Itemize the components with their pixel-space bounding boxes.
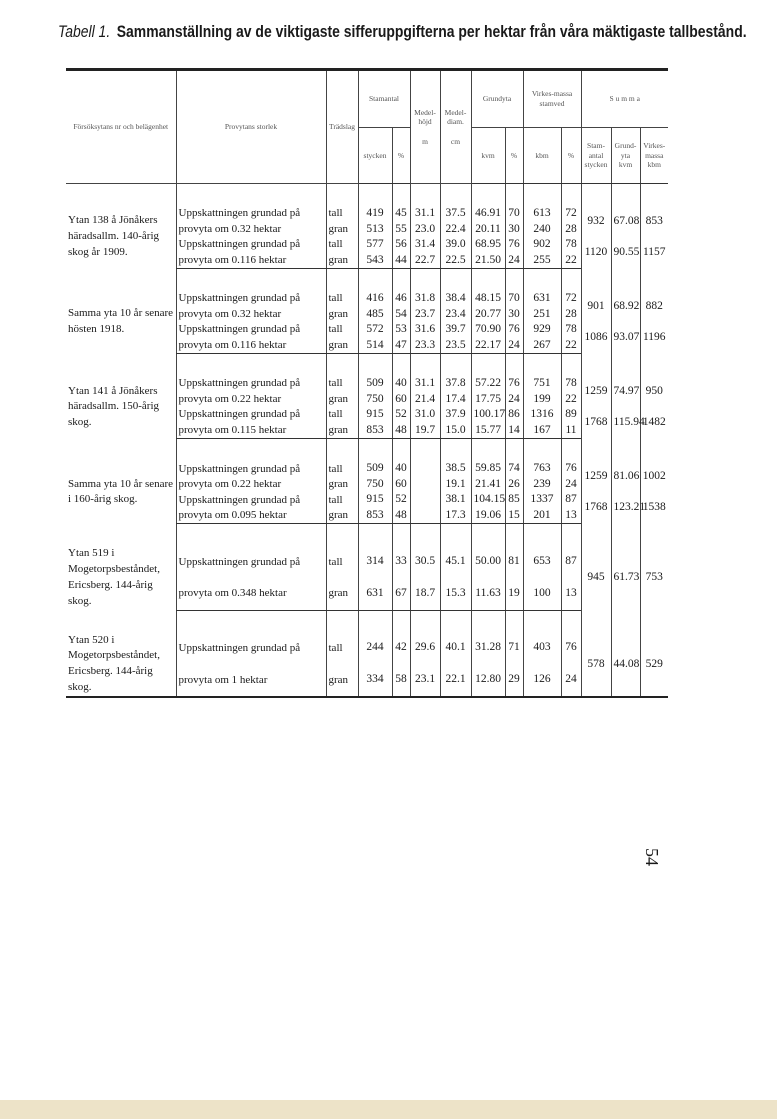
volume-percent-cell: 11 — [561, 423, 581, 439]
basal-percent-cell: 81 — [505, 546, 523, 577]
header-volume-unit: kbm — [523, 128, 561, 184]
method-cell: Uppskattningen grundad på — [176, 322, 326, 338]
volume-cell: 100 — [523, 578, 561, 610]
height-cell — [410, 477, 440, 493]
method-cell: Uppskattningen grundad på — [176, 376, 326, 392]
stems-cell: 543 — [358, 253, 392, 269]
basal-cell: 15.77 — [471, 423, 505, 439]
volume-percent-cell: 24 — [561, 477, 581, 493]
method-cell: provyta om 0.115 hektar — [176, 423, 326, 439]
method-cell: provyta om 0.116 hektar — [176, 253, 326, 269]
volume-cell: 763 — [523, 461, 561, 477]
sum-volume-cell: 882 — [640, 291, 668, 322]
volume-cell: 403 — [523, 633, 561, 664]
location-cell: Ytan 519 i Mogetorpsbeståndet, Ericsberg. 144-årig skog. — [68, 547, 160, 608]
header-volume-percent: % — [561, 128, 581, 184]
table-row — [66, 633, 668, 664]
volume-percent-cell: 13 — [561, 578, 581, 610]
diameter-cell: 37.9 — [440, 407, 471, 423]
basal-cell: 20.77 — [471, 307, 505, 323]
sum-stems-cell: 578 — [581, 633, 611, 698]
volume-percent-cell: 13 — [561, 508, 581, 524]
sum-volume-cell: 1157 — [640, 237, 668, 269]
species-cell: gran — [326, 392, 358, 408]
page-number: 54 — [642, 848, 662, 866]
stems-cell: 750 — [358, 477, 392, 493]
volume-cell: 653 — [523, 546, 561, 577]
diameter-cell: 19.1 — [440, 477, 471, 493]
species-cell: gran — [326, 222, 358, 238]
basal-cell: 19.06 — [471, 508, 505, 524]
basal-cell: 46.91 — [471, 206, 505, 222]
method-cell: Uppskattningen grundad på — [176, 237, 326, 253]
sum-stems-cell: 1086 — [581, 322, 611, 354]
table-row — [66, 291, 668, 307]
height-cell: 31.0 — [410, 407, 440, 423]
sum-basal-cell: 81.06 — [611, 461, 640, 492]
header-basal-percent: % — [505, 128, 523, 184]
volume-percent-cell: 89 — [561, 407, 581, 423]
method-cell: provyta om 0.32 hektar — [176, 222, 326, 238]
volume-percent-cell: 72 — [561, 291, 581, 307]
table-row — [66, 206, 668, 222]
species-cell: gran — [326, 423, 358, 439]
basal-cell: 59.85 — [471, 461, 505, 477]
species-cell: tall — [326, 376, 358, 392]
stems-percent-cell: 48 — [392, 423, 410, 439]
header-sum-stems: Stam-antal stycken — [581, 128, 611, 184]
stems-percent-cell: 44 — [392, 253, 410, 269]
diameter-cell: 39.0 — [440, 237, 471, 253]
location-cell: Ytan 138 å Jönåkers häradsallm. 140-årig skog år 1909. — [68, 214, 160, 259]
volume-cell: 631 — [523, 291, 561, 307]
method-cell: Uppskattningen grundad på — [176, 291, 326, 307]
header-species: Trädslag — [326, 70, 358, 184]
volume-percent-cell: 28 — [561, 222, 581, 238]
diameter-cell: 45.1 — [440, 546, 471, 577]
basal-percent-cell: 71 — [505, 633, 523, 664]
volume-cell: 267 — [523, 338, 561, 354]
volume-cell: 1337 — [523, 492, 561, 508]
header-sum-volume: Virkes-massa kbm — [640, 128, 668, 184]
sum-volume-cell: 529 — [640, 633, 668, 698]
table-body — [66, 184, 668, 698]
sum-volume-cell: 1482 — [640, 407, 668, 439]
basal-percent-cell: 14 — [505, 423, 523, 439]
species-cell: tall — [326, 322, 358, 338]
diameter-cell: 17.4 — [440, 392, 471, 408]
sum-stems-cell: 932 — [581, 206, 611, 237]
basal-cell: 50.00 — [471, 546, 505, 577]
method-cell: provyta om 0.348 hektar — [176, 578, 326, 610]
basal-percent-cell: 86 — [505, 407, 523, 423]
height-cell — [410, 492, 440, 508]
sum-basal-cell: 67.08 — [611, 206, 640, 237]
location-cell: Samma yta 10 år senare hösten 1918. — [68, 307, 174, 336]
header-stems: stycken — [358, 128, 392, 184]
height-cell: 18.7 — [410, 578, 440, 610]
height-cell: 22.7 — [410, 253, 440, 269]
stems-cell: 513 — [358, 222, 392, 238]
stems-cell: 514 — [358, 338, 392, 354]
stems-percent-cell: 40 — [392, 461, 410, 477]
species-cell: tall — [326, 291, 358, 307]
stems-percent-cell: 60 — [392, 477, 410, 493]
volume-percent-cell: 28 — [561, 307, 581, 323]
species-cell: tall — [326, 206, 358, 222]
diameter-cell: 38.1 — [440, 492, 471, 508]
stems-percent-cell: 45 — [392, 206, 410, 222]
sum-stems-cell: 901 — [581, 291, 611, 322]
height-cell: 31.1 — [410, 376, 440, 392]
method-cell: Uppskattningen grundad på — [176, 407, 326, 423]
sum-basal-cell: 123.21 — [611, 492, 640, 524]
basal-percent-cell: 85 — [505, 492, 523, 508]
location-cell: Ytan 141 å Jönåkers häradsallm. 150-årig skog. — [68, 384, 160, 429]
table-title: Sammanställning av de viktigaste sifferuppgifterna per hektar från våra mäktigaste tallbestånd. — [116, 22, 747, 41]
stems-percent-cell: 42 — [392, 633, 410, 664]
volume-cell: 167 — [523, 423, 561, 439]
stems-percent-cell: 54 — [392, 307, 410, 323]
volume-cell: 199 — [523, 392, 561, 408]
stems-cell: 631 — [358, 578, 392, 610]
sum-volume-cell: 1196 — [640, 322, 668, 354]
species-cell: gran — [326, 664, 358, 697]
volume-cell: 255 — [523, 253, 561, 269]
sum-stems-cell: 1768 — [581, 407, 611, 439]
stems-percent-cell: 52 — [392, 407, 410, 423]
header-mean-diameter: Medel-diam. cm — [440, 70, 471, 184]
diameter-cell: 40.1 — [440, 633, 471, 664]
volume-cell: 251 — [523, 307, 561, 323]
height-cell: 31.1 — [410, 206, 440, 222]
basal-cell: 17.75 — [471, 392, 505, 408]
scan-edge — [0, 1100, 777, 1119]
basal-cell: 31.28 — [471, 633, 505, 664]
stems-percent-cell: 60 — [392, 392, 410, 408]
location-cell: Samma yta 10 år senare i 160-årig skog. — [68, 477, 174, 506]
basal-cell: 48.15 — [471, 291, 505, 307]
basal-cell: 68.95 — [471, 237, 505, 253]
volume-percent-cell: 72 — [561, 206, 581, 222]
sum-volume-cell: 1002 — [640, 461, 668, 492]
basal-cell: 57.22 — [471, 376, 505, 392]
basal-cell: 12.80 — [471, 664, 505, 697]
header-stems-percent: % — [392, 128, 410, 184]
stems-percent-cell: 40 — [392, 376, 410, 392]
diameter-cell: 22.4 — [440, 222, 471, 238]
sum-stems-cell: 1768 — [581, 492, 611, 524]
species-cell: gran — [326, 338, 358, 354]
height-cell: 31.6 — [410, 322, 440, 338]
height-cell — [410, 508, 440, 524]
method-cell: Uppskattningen grundad på — [176, 633, 326, 664]
volume-percent-cell: 22 — [561, 392, 581, 408]
diameter-cell: 15.3 — [440, 578, 471, 610]
sum-basal-cell: 68.92 — [611, 291, 640, 322]
volume-cell: 239 — [523, 477, 561, 493]
basal-cell: 70.90 — [471, 322, 505, 338]
species-cell: gran — [326, 477, 358, 493]
stems-percent-cell: 55 — [392, 222, 410, 238]
sum-basal-cell: 90.55 — [611, 237, 640, 269]
sum-basal-cell: 93.07 — [611, 322, 640, 354]
sum-volume-cell: 753 — [640, 546, 668, 610]
basal-cell: 11.63 — [471, 578, 505, 610]
volume-percent-cell: 78 — [561, 376, 581, 392]
sum-basal-cell: 44.08 — [611, 633, 640, 698]
volume-percent-cell: 78 — [561, 322, 581, 338]
stems-cell: 509 — [358, 376, 392, 392]
height-cell: 23.3 — [410, 338, 440, 354]
header-mean-height: Medel-höjd m — [410, 70, 440, 184]
volume-percent-cell: 78 — [561, 237, 581, 253]
basal-percent-cell: 76 — [505, 322, 523, 338]
basal-cell: 22.17 — [471, 338, 505, 354]
diameter-cell: 38.5 — [440, 461, 471, 477]
stems-percent-cell: 52 — [392, 492, 410, 508]
sum-volume-cell: 950 — [640, 376, 668, 407]
volume-cell: 751 — [523, 376, 561, 392]
stems-percent-cell: 67 — [392, 578, 410, 610]
stems-cell: 485 — [358, 307, 392, 323]
stems-cell: 572 — [358, 322, 392, 338]
method-cell: provyta om 0.22 hektar — [176, 392, 326, 408]
species-cell: gran — [326, 307, 358, 323]
volume-percent-cell: 24 — [561, 664, 581, 697]
stems-cell: 416 — [358, 291, 392, 307]
sum-volume-cell: 1538 — [640, 492, 668, 524]
species-cell: gran — [326, 508, 358, 524]
diameter-cell: 39.7 — [440, 322, 471, 338]
height-cell: 31.8 — [410, 291, 440, 307]
basal-cell: 100.17 — [471, 407, 505, 423]
stems-percent-cell: 58 — [392, 664, 410, 697]
stems-cell: 314 — [358, 546, 392, 577]
basal-percent-cell: 15 — [505, 508, 523, 524]
height-cell: 31.4 — [410, 237, 440, 253]
method-cell: provyta om 1 hektar — [176, 664, 326, 697]
sum-stems-cell: 1259 — [581, 461, 611, 492]
method-cell: Uppskattningen grundad på — [176, 206, 326, 222]
volume-cell: 126 — [523, 664, 561, 697]
header-summa: S u m m a — [581, 70, 668, 128]
table-row — [66, 461, 668, 477]
basal-percent-cell: 24 — [505, 338, 523, 354]
species-cell: gran — [326, 253, 358, 269]
method-cell: provyta om 0.116 hektar — [176, 338, 326, 354]
species-cell: tall — [326, 492, 358, 508]
volume-cell: 201 — [523, 508, 561, 524]
species-cell: tall — [326, 237, 358, 253]
species-cell: tall — [326, 633, 358, 664]
basal-percent-cell: 70 — [505, 291, 523, 307]
volume-percent-cell: 87 — [561, 492, 581, 508]
diameter-cell: 15.0 — [440, 423, 471, 439]
sum-basal-cell: 61.73 — [611, 546, 640, 610]
table-row — [66, 546, 668, 577]
species-cell: tall — [326, 546, 358, 577]
table-row — [66, 376, 668, 392]
stems-cell: 334 — [358, 664, 392, 697]
basal-percent-cell: 24 — [505, 253, 523, 269]
stems-percent-cell: 46 — [392, 291, 410, 307]
stems-cell: 915 — [358, 407, 392, 423]
header-sum-basal: Grund-yta kvm — [611, 128, 640, 184]
species-cell: tall — [326, 461, 358, 477]
method-cell: provyta om 0.32 hektar — [176, 307, 326, 323]
basal-cell: 21.50 — [471, 253, 505, 269]
stems-percent-cell: 47 — [392, 338, 410, 354]
data-table — [66, 68, 668, 698]
basal-percent-cell: 24 — [505, 392, 523, 408]
volume-percent-cell: 22 — [561, 253, 581, 269]
diameter-cell: 22.5 — [440, 253, 471, 269]
volume-percent-cell: 76 — [561, 633, 581, 664]
basal-percent-cell: 29 — [505, 664, 523, 697]
volume-cell: 1316 — [523, 407, 561, 423]
header-method: Provytans storlek — [176, 70, 326, 184]
basal-percent-cell: 26 — [505, 477, 523, 493]
basal-percent-cell: 30 — [505, 222, 523, 238]
volume-cell: 613 — [523, 206, 561, 222]
stems-percent-cell: 53 — [392, 322, 410, 338]
diameter-cell: 37.5 — [440, 206, 471, 222]
table-caption — [58, 22, 747, 42]
height-cell: 30.5 — [410, 546, 440, 577]
method-cell: Uppskattningen grundad på — [176, 492, 326, 508]
diameter-cell: 23.4 — [440, 307, 471, 323]
location-cell: Ytan 520 i Mogetorpsbeståndet, Ericsberg. 144-årig skog. — [68, 633, 160, 694]
stems-cell: 853 — [358, 423, 392, 439]
height-cell — [410, 461, 440, 477]
volume-cell: 929 — [523, 322, 561, 338]
stems-cell: 244 — [358, 633, 392, 664]
stems-percent-cell: 33 — [392, 546, 410, 577]
height-cell: 21.4 — [410, 392, 440, 408]
sum-volume-cell: 853 — [640, 206, 668, 237]
header-location: Försöksytans nr och belägenhet — [66, 70, 176, 184]
diameter-cell: 37.8 — [440, 376, 471, 392]
volume-cell: 902 — [523, 237, 561, 253]
method-cell: provyta om 0.095 hektar — [176, 508, 326, 524]
stems-percent-cell: 56 — [392, 237, 410, 253]
basal-cell: 104.15 — [471, 492, 505, 508]
basal-percent-cell: 76 — [505, 376, 523, 392]
header-volume: Virkes-massa stamved — [523, 70, 581, 128]
stems-percent-cell: 48 — [392, 508, 410, 524]
basal-percent-cell: 70 — [505, 206, 523, 222]
species-cell: tall — [326, 407, 358, 423]
height-cell: 29.6 — [410, 633, 440, 664]
diameter-cell: 23.5 — [440, 338, 471, 354]
header-basal-area: Grundyta — [471, 70, 523, 128]
species-cell: gran — [326, 578, 358, 610]
diameter-cell: 38.4 — [440, 291, 471, 307]
method-cell: Uppskattningen grundad på — [176, 546, 326, 577]
basal-percent-cell: 74 — [505, 461, 523, 477]
stems-cell: 750 — [358, 392, 392, 408]
header-basal-unit: kvm — [471, 128, 505, 184]
header-stem-count: Stamantal — [358, 70, 410, 128]
basal-cell: 20.11 — [471, 222, 505, 238]
height-cell: 23.1 — [410, 664, 440, 697]
diameter-cell: 17.3 — [440, 508, 471, 524]
basal-percent-cell: 19 — [505, 578, 523, 610]
basal-percent-cell: 76 — [505, 237, 523, 253]
height-cell: 19.7 — [410, 423, 440, 439]
sum-stems-cell: 1120 — [581, 237, 611, 269]
basal-cell: 21.41 — [471, 477, 505, 493]
height-cell: 23.0 — [410, 222, 440, 238]
stems-cell: 509 — [358, 461, 392, 477]
sum-basal-cell: 74.97 — [611, 376, 640, 407]
volume-cell: 240 — [523, 222, 561, 238]
diameter-cell: 22.1 — [440, 664, 471, 697]
basal-percent-cell: 30 — [505, 307, 523, 323]
method-cell: Uppskattningen grundad på — [176, 461, 326, 477]
table-label: Tabell 1. — [58, 22, 111, 41]
method-cell: provyta om 0.22 hektar — [176, 477, 326, 493]
stems-cell: 915 — [358, 492, 392, 508]
stems-cell: 419 — [358, 206, 392, 222]
stems-cell: 853 — [358, 508, 392, 524]
volume-percent-cell: 22 — [561, 338, 581, 354]
stems-cell: 577 — [358, 237, 392, 253]
height-cell: 23.7 — [410, 307, 440, 323]
sum-stems-cell: 1259 — [581, 376, 611, 407]
sum-stems-cell: 945 — [581, 546, 611, 610]
sum-basal-cell: 115.94 — [611, 407, 640, 439]
volume-percent-cell: 76 — [561, 461, 581, 477]
volume-percent-cell: 87 — [561, 546, 581, 577]
